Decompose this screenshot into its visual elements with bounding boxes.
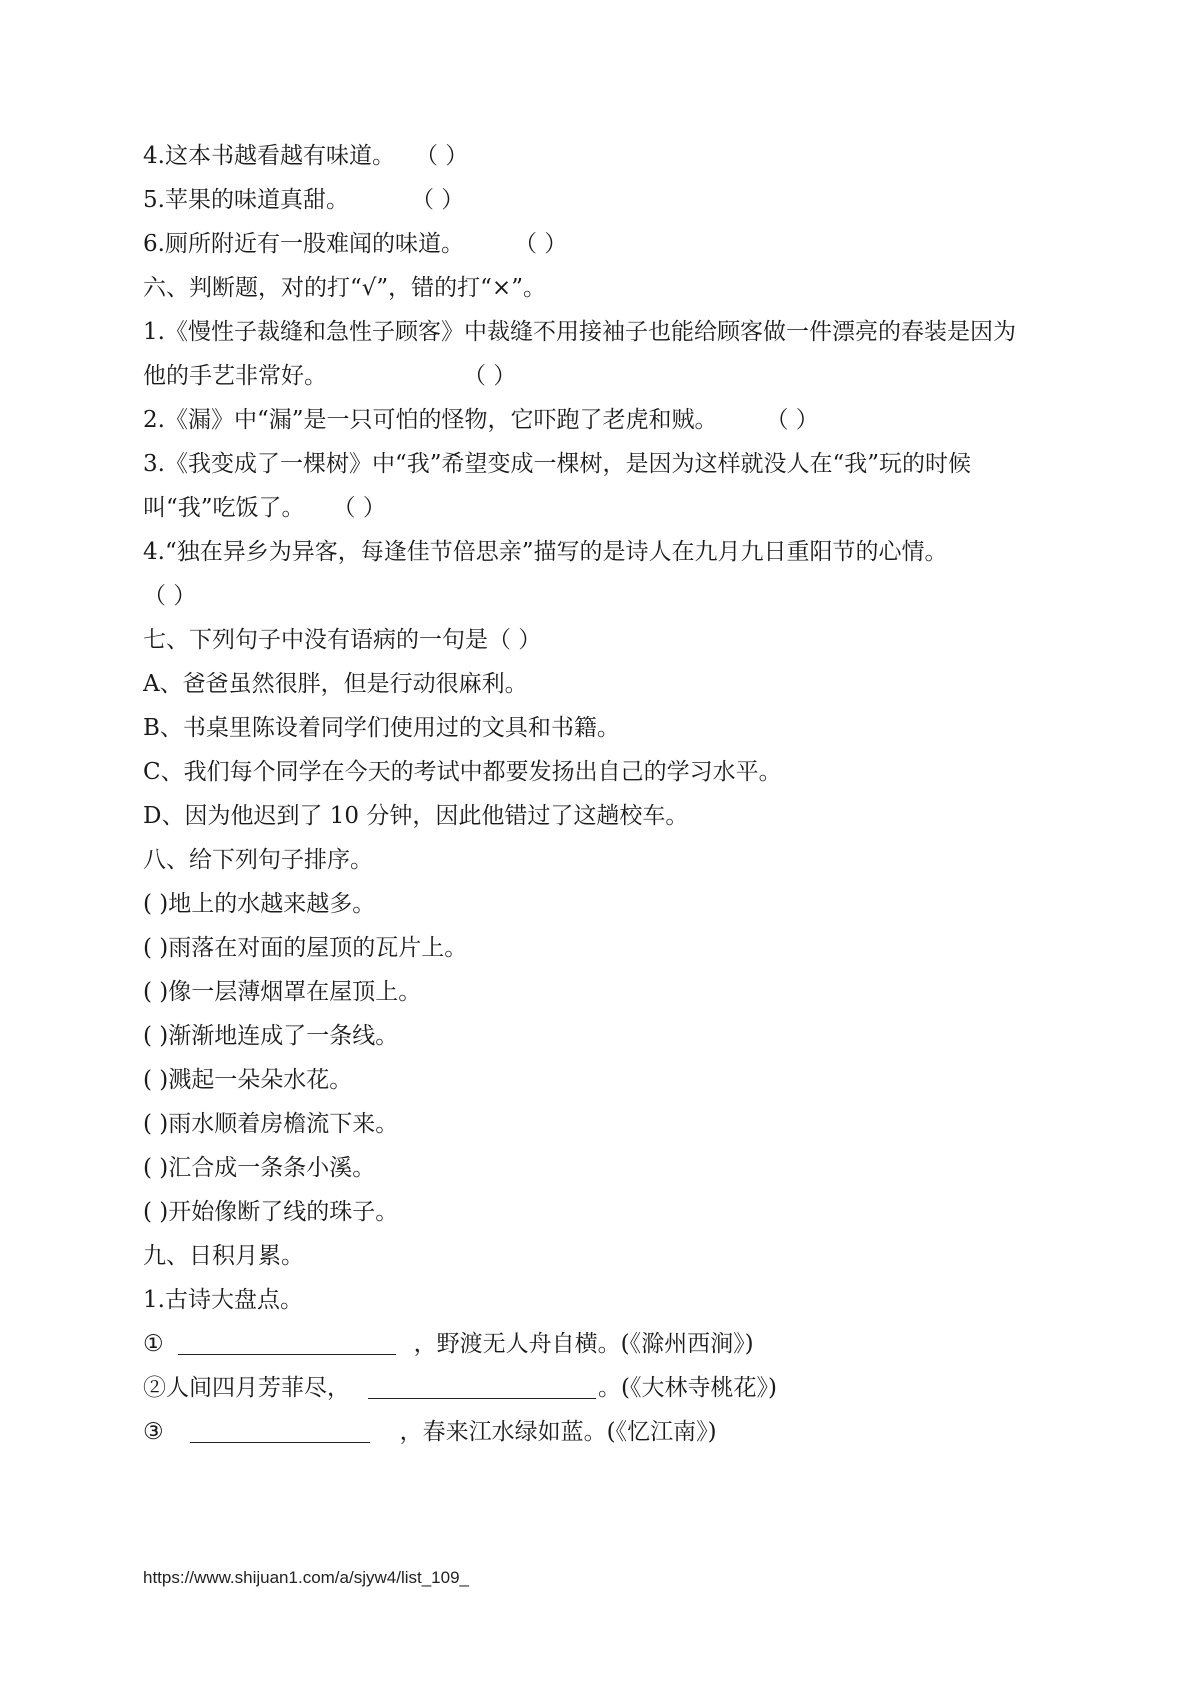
q7-option-a: A、爸爸虽然很胖，但是行动很麻利。 bbox=[143, 671, 528, 697]
answer-paren[interactable]: （ ） bbox=[414, 143, 469, 169]
order-paren[interactable]: ( ) bbox=[143, 1111, 169, 1137]
order-paren[interactable]: ( ) bbox=[143, 1199, 169, 1225]
order-paren[interactable]: ( ) bbox=[143, 1067, 169, 1093]
q7-heading: 七、下列句子中没有语病的一句是（ ） bbox=[143, 627, 542, 653]
q8-item: ( )溅起一朵朵水花。 bbox=[143, 1067, 353, 1093]
q8-item: ( )地上的水越来越多。 bbox=[143, 891, 376, 917]
q7-option-d: D、因为他迟到了 10 分钟，因此他错过了这趟校车。 bbox=[143, 803, 689, 829]
q5-item-6: 6.厕所附近有一股难闻的味道。 （ ） bbox=[143, 231, 568, 257]
answer-paren[interactable]: （ ） bbox=[410, 187, 465, 213]
q6-item-3-line2: 叫“我”吃饭了。 （ ） bbox=[143, 495, 386, 521]
q5-item-4: 4.这本书越看越有味道。 （ ） bbox=[143, 143, 469, 169]
q8-item: ( )渐渐地连成了一条线。 bbox=[143, 1023, 399, 1049]
poem-line-2: ②人间四月芳菲尽， 。(《大林寺桃花》) bbox=[143, 1375, 777, 1401]
answer-paren[interactable]: （ ） bbox=[463, 363, 517, 389]
q7-option-c: C、我们每个同学在今天的考试中都要发扬出自己的学习水平。 bbox=[143, 759, 782, 785]
q8-item: ( )开始像断了线的珠子。 bbox=[143, 1199, 399, 1225]
q7-option-b: B、书桌里陈设着同学们使用过的文具和书籍。 bbox=[143, 715, 620, 741]
order-paren[interactable]: ( ) bbox=[143, 1023, 169, 1049]
q8-item: ( )雨落在对面的屋顶的瓦片上。 bbox=[143, 935, 468, 961]
q8-item: ( )雨水顺着房檐流下来。 bbox=[143, 1111, 399, 1137]
answer-paren[interactable]: （ ） bbox=[513, 231, 568, 257]
poem-line-1: ① ，野渡无人舟自横。(《滁州西涧》) bbox=[143, 1331, 754, 1357]
q6-item-1-line2: 他的手艺非常好。 （ ） bbox=[143, 363, 517, 389]
q9-sub1: 1.古诗大盘点。 bbox=[143, 1287, 303, 1313]
poem-blank-2[interactable] bbox=[368, 1376, 596, 1399]
q6-item-3-line1: 3.《我变成了一棵树》中“我”希望变成一棵树，是因为这样就没人在“我”玩的时候 bbox=[143, 451, 971, 477]
order-paren[interactable]: ( ) bbox=[143, 979, 169, 1005]
q8-item: ( )汇合成一条条小溪。 bbox=[143, 1155, 376, 1181]
q8-item: ( )像一层薄烟罩在屋顶上。 bbox=[143, 979, 422, 1005]
q6-item-1-line1: 1.《慢性子裁缝和急性子顾客》中裁缝不用接袖子也能给顾客做一件漂亮的春装是因为 bbox=[143, 319, 1016, 345]
poem-line-3: ③ ，春来江水绿如蓝。(《忆江南》) bbox=[143, 1419, 717, 1445]
footer-url[interactable]: https://www.shijuan1.com/a/sjyw4/list_109_ bbox=[143, 1568, 469, 1587]
answer-paren[interactable]: （ ） bbox=[765, 407, 819, 433]
q6-item-2: 2.《漏》中“漏”是一只可怕的怪物，它吓跑了老虎和贼。 （ ） bbox=[143, 407, 819, 433]
order-paren[interactable]: ( ) bbox=[143, 1155, 169, 1181]
q6-heading: 六、判断题，对的打“√”，错的打“×”。 bbox=[143, 275, 546, 301]
poem-blank-3[interactable] bbox=[190, 1420, 370, 1443]
q8-heading: 八、给下列句子排序。 bbox=[143, 847, 373, 873]
q6-item-4-paren[interactable]: （ ） bbox=[143, 583, 197, 609]
q9-heading: 九、日积月累。 bbox=[143, 1243, 304, 1269]
q5-item-5: 5.苹果的味道真甜。 （ ） bbox=[143, 187, 465, 213]
order-paren[interactable]: ( ) bbox=[143, 891, 169, 917]
order-paren[interactable]: ( ) bbox=[143, 935, 169, 961]
poem-blank-1[interactable] bbox=[178, 1332, 396, 1355]
answer-paren[interactable]: （ ） bbox=[332, 495, 386, 521]
q6-item-4-line1: 4.“独在异乡为异客，每逢佳节倍思亲”描写的是诗人在九月九日重阳节的心情。 bbox=[143, 539, 948, 565]
